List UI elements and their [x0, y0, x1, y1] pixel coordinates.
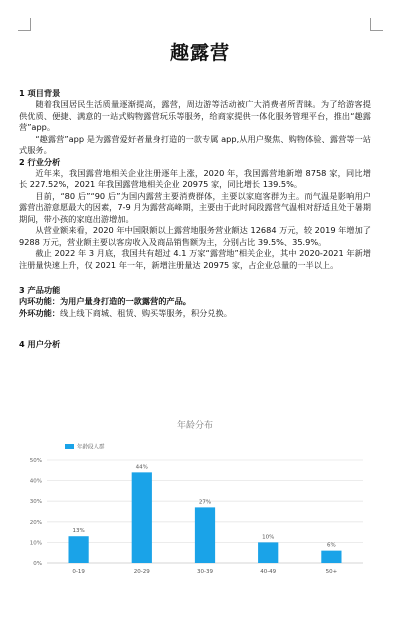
data-label: 13% [72, 528, 85, 535]
paragraph: 截止 2022 年 3 月底，我国共有超过 4.1 万家“露营地”相关企业，其中 2020-2021 年新增注册量快速上升，仅 2021 年一年，新增注册量达 20975 家，占企业总量的一半以上。 [19, 248, 371, 270]
x-tick-label: 20-29 [133, 569, 150, 575]
page-corner-mark-left [18, 18, 31, 31]
y-tick-label: 30% [29, 499, 42, 506]
document-body [19, 88, 371, 350]
bar [258, 542, 278, 563]
feature-line-inner [19, 296, 371, 308]
x-tick-label: 40-49 [260, 569, 277, 575]
x-tick-label: 30-39 [197, 569, 213, 575]
legend-swatch [65, 444, 74, 449]
paragraph: 随着我国居民生活质量逐渐提高，露营，周边游等活动被广大消费者所青睐。为了给游客提供优质、便捷、满意的一站式购物露营玩乐等服务，给商家提供一体化服务管理平台，推出“趣露营”app。 [19, 99, 371, 132]
data-label: 44% [135, 464, 148, 471]
feature-label: 内环功能： [19, 296, 60, 306]
paragraph: 近年来，我国露营地相关企业注册逐年上涨，2020 年，我国露营地新增 8758 家，同比增长 227.52%，2021 年我国露营地相关企业 20975 家，同比增长 139.5%。 [19, 167, 371, 189]
section-heading-industry: 2 行业分析 [19, 156, 61, 167]
feature-text: 线上线下商城、租赁、购买等服务，积分兑换。 [59, 307, 232, 318]
chart-canvas [19, 418, 371, 588]
feature-label: 外环功能： [19, 307, 60, 318]
data-label: 6% [327, 542, 336, 549]
feature-line-outer [19, 308, 371, 320]
feature-text: 为用户量身打造的一款露营的产品。 [59, 296, 191, 306]
bar [132, 472, 152, 563]
page-corner-mark-right [370, 18, 383, 31]
chart-title: 年龄分布 [176, 421, 213, 431]
section-heading-features: 3 产品功能 [19, 285, 61, 295]
legend-label: 年龄段人群 [77, 444, 105, 451]
data-label: 27% [198, 499, 212, 506]
y-tick-label: 0% [33, 561, 42, 567]
y-tick-label: 40% [29, 478, 42, 485]
x-tick-label: 0-19 [72, 569, 85, 575]
age-distribution-chart [19, 418, 371, 588]
paragraph: “趣露营”app 是为露营爱好者量身打造的一款专属 app,从用户聚焦、购物体验、露营等一站式服务。 [19, 133, 371, 155]
y-tick-label: 20% [29, 519, 42, 526]
section-heading-background: 1 项目背景 [19, 88, 61, 98]
document-title: 趣露营 [169, 42, 230, 64]
x-tick-label: 50+ [325, 569, 338, 575]
y-tick-label: 50% [29, 458, 42, 464]
bar [321, 551, 341, 563]
paragraph: 从营业额来看，2020 年中国限额以上露营地服务营业额达 12684 万元，较 2019 年增加了 9288 万元，营业额主要以客房收入及商品销售额为主，分别占比 39.5%、35.9%。 [19, 225, 371, 247]
section-heading-users: 4 用户分析 [19, 339, 61, 349]
y-tick-label: 10% [29, 540, 42, 547]
data-label: 10% [262, 534, 275, 541]
bar [195, 507, 215, 563]
paragraph: 目前，“80 后”“90 后”为国内露营主要消费群体，主要以家庭客群为主。而气温是影响用户露营出游意愿最大的因素，7-9 月为露营高峰期，主要由于此时间段露营气温相对舒适且处于暑期期间，带小孩的家庭出游增加。 [19, 190, 371, 224]
bar [68, 536, 88, 563]
